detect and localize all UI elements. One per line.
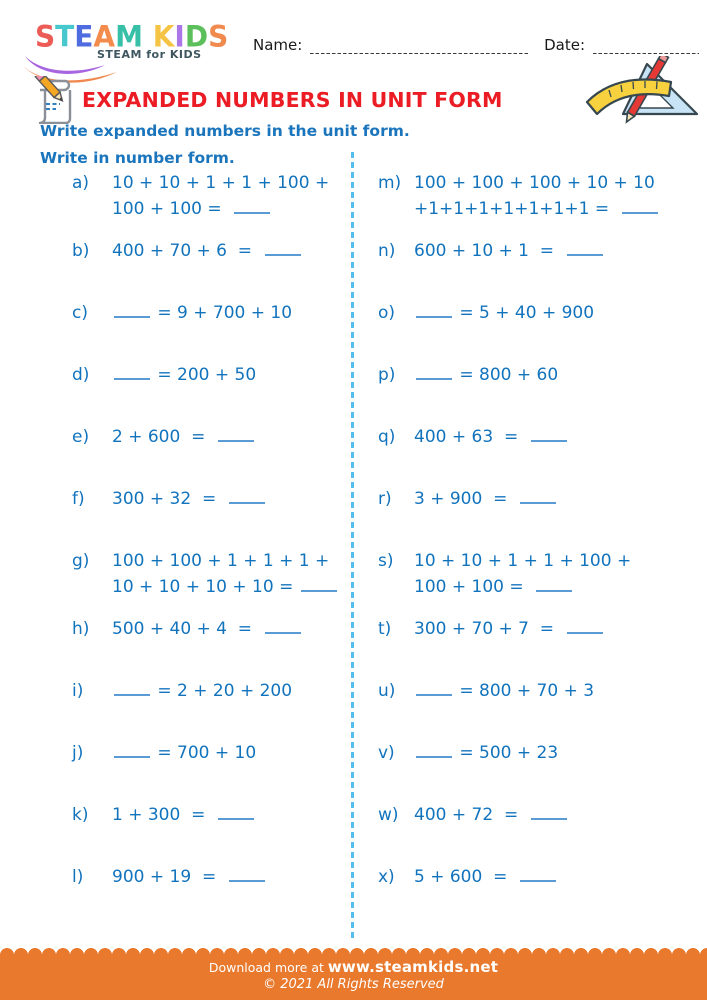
problem-row-t	[378, 616, 683, 642]
problem-text: 900 + 19 =	[112, 867, 227, 887]
problem-letter: w)	[378, 805, 399, 825]
footer-download-text	[0, 955, 707, 976]
problem-line	[414, 548, 683, 574]
problem-body	[112, 802, 347, 828]
date-label: Date:	[544, 36, 585, 54]
problem-line	[414, 196, 683, 222]
answer-blank	[265, 617, 301, 634]
answer-blank	[416, 301, 452, 318]
problem-body	[414, 238, 683, 264]
problem-row-u	[378, 678, 683, 704]
problem-body	[112, 486, 347, 512]
problem-line	[112, 238, 347, 264]
date-line	[593, 39, 699, 54]
problem-text: 300 + 32 =	[112, 489, 227, 509]
logo-letter: A	[93, 19, 116, 54]
answer-blank	[265, 239, 301, 256]
problem-body	[414, 802, 683, 828]
problem-row-d	[72, 362, 347, 388]
problem-text: 10 + 10 + 1 + 1 + 100 +	[414, 551, 632, 571]
problem-row-p	[378, 362, 683, 388]
problem-letter: h)	[72, 619, 90, 639]
problem-row-g	[72, 548, 347, 600]
answer-blank	[416, 679, 452, 696]
problem-body	[112, 678, 347, 704]
logo-letter: E	[74, 19, 94, 54]
problem-letter: j)	[72, 743, 84, 763]
problem-text: = 2 + 20 + 200	[152, 681, 293, 701]
problem-line	[112, 864, 347, 890]
footer-site-text: www.steamkids.net	[327, 958, 499, 976]
problem-text: = 800 + 70 + 3	[454, 681, 595, 701]
problem-letter: k)	[72, 805, 89, 825]
answer-blank	[567, 617, 603, 634]
problem-body	[112, 362, 347, 388]
problem-text: = 200 + 50	[152, 365, 257, 385]
problem-letter: n)	[378, 241, 396, 261]
answer-blank	[536, 575, 572, 592]
problem-body	[414, 362, 683, 388]
problems-left-column	[72, 170, 347, 926]
problem-letter: p)	[378, 365, 396, 385]
logo-letter: I	[174, 19, 185, 54]
problem-text: 2 + 600 =	[112, 427, 217, 447]
problem-line	[112, 424, 347, 450]
problem-text: 10 + 10 + 10 + 10 =	[112, 577, 299, 597]
problem-body	[112, 300, 347, 326]
answer-blank	[567, 239, 603, 256]
problem-row-i	[72, 678, 347, 704]
problem-body	[112, 238, 347, 264]
name-line	[310, 39, 530, 54]
problem-row-r	[378, 486, 683, 512]
problem-line	[112, 486, 347, 512]
answer-blank	[622, 197, 658, 214]
problem-body	[112, 548, 347, 600]
problem-text: = 800 + 60	[454, 365, 559, 385]
problem-line	[414, 486, 683, 512]
problem-body	[112, 424, 347, 450]
answer-blank	[229, 865, 265, 882]
problem-text: 1 + 300 =	[112, 805, 217, 825]
instruction-line-2: Write in number form.	[40, 149, 235, 167]
problem-body	[414, 300, 683, 326]
problem-text: 3 + 900 =	[414, 489, 519, 509]
problem-letter: f)	[72, 489, 85, 509]
problem-row-m	[378, 170, 683, 222]
problem-text: 5 + 600 =	[414, 867, 519, 887]
answer-blank	[114, 363, 150, 380]
problem-body	[112, 740, 347, 766]
scallop-edge	[0, 943, 707, 955]
problem-row-q	[378, 424, 683, 450]
answer-blank	[520, 487, 556, 504]
problem-text: 400 + 70 + 6 =	[112, 241, 263, 261]
name-label: Name:	[253, 36, 303, 54]
problem-text: 100 + 100 =	[414, 577, 535, 597]
answer-blank	[520, 865, 556, 882]
problem-line	[414, 740, 683, 766]
logo-letter: D	[184, 19, 209, 54]
logo-letter	[143, 19, 153, 55]
problem-text: 400 + 72 =	[414, 805, 529, 825]
problem-letter: g)	[72, 551, 90, 571]
instructions	[40, 118, 410, 172]
problem-text: = 9 + 700 + 10	[152, 303, 293, 323]
problem-line	[414, 678, 683, 704]
problem-letter: b)	[72, 241, 90, 261]
problem-letter: d)	[72, 365, 90, 385]
problem-line	[414, 362, 683, 388]
problem-text: = 5 + 40 + 900	[454, 303, 595, 323]
problem-letter: a)	[72, 173, 90, 193]
problem-line	[112, 300, 347, 326]
problem-letter: q)	[378, 427, 396, 447]
problem-row-e	[72, 424, 347, 450]
problem-body	[112, 170, 347, 222]
problem-text: = 500 + 23	[454, 743, 559, 763]
answer-blank	[229, 487, 265, 504]
problem-body	[414, 424, 683, 450]
problem-line	[112, 740, 347, 766]
logo-letter: S	[208, 19, 229, 54]
problem-letter: m)	[378, 173, 402, 193]
steam-kids-logo	[35, 20, 245, 61]
problem-line	[112, 548, 347, 574]
instruction-line-1: Write expanded numbers in the unit form.	[40, 122, 410, 140]
problem-row-b	[72, 238, 347, 264]
problem-letter: e)	[72, 427, 90, 447]
problem-line	[414, 864, 683, 890]
logo-wordmark	[35, 20, 245, 54]
problem-line	[112, 678, 347, 704]
problem-text: 100 + 100 + 1 + 1 + 1 +	[112, 551, 330, 571]
problem-row-j	[72, 740, 347, 766]
answer-blank	[531, 425, 567, 442]
problem-line	[112, 362, 347, 388]
ruler-set-square-icon	[583, 56, 703, 134]
problem-text: 400 + 63 =	[414, 427, 529, 447]
problem-text: +1+1+1+1+1+1+1 =	[414, 199, 620, 219]
problem-body	[112, 616, 347, 642]
answer-blank	[114, 741, 150, 758]
logo-letter: T	[55, 19, 75, 54]
problem-line	[112, 574, 347, 600]
problem-line	[112, 170, 347, 196]
problem-body	[414, 740, 683, 766]
problem-row-h	[72, 616, 347, 642]
answer-blank	[218, 425, 254, 442]
problem-row-o	[378, 300, 683, 326]
answer-blank	[114, 301, 150, 318]
problem-row-n	[378, 238, 683, 264]
problem-line	[414, 802, 683, 828]
problem-line	[414, 300, 683, 326]
answer-blank	[531, 803, 567, 820]
problem-line	[414, 574, 683, 600]
problem-letter: i)	[72, 681, 84, 701]
problem-row-x	[378, 864, 683, 890]
logo-letter: M	[115, 19, 143, 54]
problem-body	[414, 616, 683, 642]
footer-band	[0, 955, 707, 1000]
problem-line	[414, 616, 683, 642]
answer-blank	[218, 803, 254, 820]
logo-letter: K	[152, 19, 175, 54]
page-title: EXPANDED NUMBERS IN UNIT FORM	[82, 88, 503, 112]
problem-text: 10 + 10 + 1 + 1 + 100 +	[112, 173, 330, 193]
problem-letter: u)	[378, 681, 396, 701]
answer-blank	[301, 575, 337, 592]
problem-text: 500 + 40 + 4 =	[112, 619, 263, 639]
problem-row-f	[72, 486, 347, 512]
problem-letter: v)	[378, 743, 395, 763]
footer-copyright: © 2021 All Rights Reserved	[263, 977, 444, 992]
problem-letter: s)	[378, 551, 394, 571]
name-date-row	[253, 36, 699, 54]
problem-body	[414, 548, 683, 600]
answer-blank	[416, 741, 452, 758]
logo-tagline: STEAM for KIDS	[97, 48, 202, 61]
problem-body	[414, 486, 683, 512]
problem-line	[112, 196, 347, 222]
problem-line	[414, 424, 683, 450]
problem-row-v	[378, 740, 683, 766]
problem-text: 100 + 100 + 100 + 10 + 10	[414, 173, 655, 193]
logo-letter: S	[35, 19, 56, 54]
problem-row-l	[72, 864, 347, 890]
problem-body	[414, 864, 683, 890]
answer-blank	[114, 679, 150, 696]
problem-letter: o)	[378, 303, 396, 323]
problem-line	[414, 170, 683, 196]
problem-body	[112, 864, 347, 890]
problem-row-a	[72, 170, 347, 222]
answer-blank	[234, 197, 270, 214]
problem-letter: l)	[72, 867, 84, 887]
pencil-paper-icon	[30, 76, 76, 124]
problem-line	[112, 802, 347, 828]
problem-body	[414, 170, 683, 222]
problem-text: 600 + 10 + 1 =	[414, 241, 565, 261]
problem-text: 100 + 100 =	[112, 199, 233, 219]
footer-download-prefix: Download more at	[208, 960, 324, 975]
problem-line	[414, 238, 683, 264]
problem-letter: c)	[72, 303, 88, 323]
problem-text: 300 + 70 + 7 =	[414, 619, 565, 639]
problem-row-c	[72, 300, 347, 326]
problem-letter: x)	[378, 867, 395, 887]
problem-row-s	[378, 548, 683, 600]
problem-letter: r)	[378, 489, 392, 509]
problem-line	[112, 616, 347, 642]
problem-text: = 700 + 10	[152, 743, 257, 763]
answer-blank	[416, 363, 452, 380]
footer	[0, 943, 707, 1000]
problem-row-w	[378, 802, 683, 828]
problem-body	[414, 678, 683, 704]
problem-letter: t)	[378, 619, 392, 639]
problem-row-k	[72, 802, 347, 828]
problems-right-column	[378, 170, 683, 926]
column-divider	[351, 152, 354, 938]
